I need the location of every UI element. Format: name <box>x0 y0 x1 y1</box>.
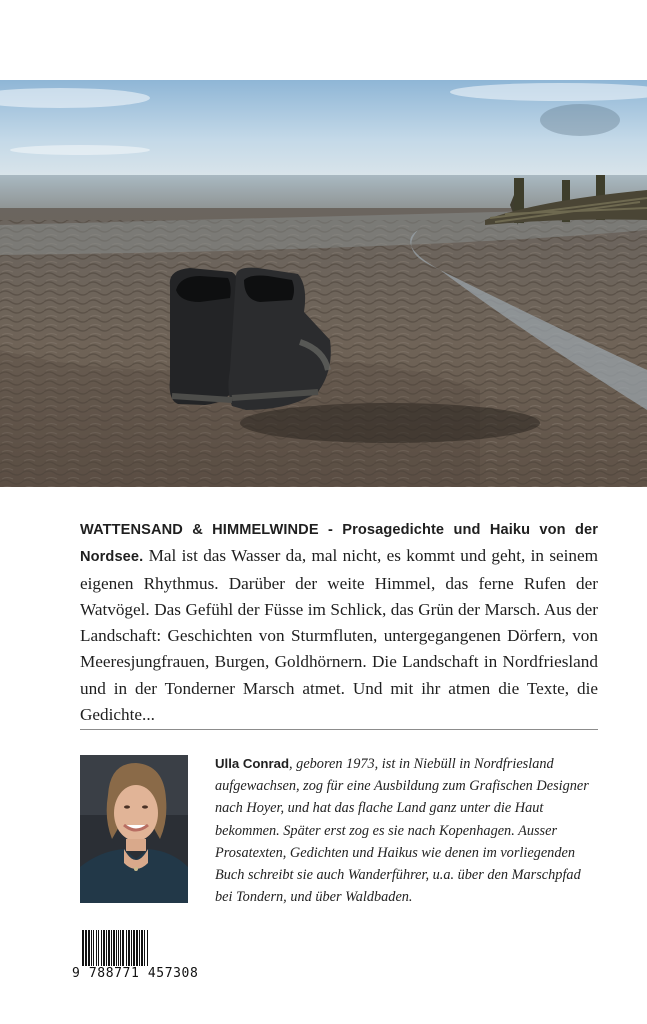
author-name: Ulla Conrad <box>215 756 290 771</box>
isbn-number: 9 788771 457308 <box>70 966 202 981</box>
author-bio-text: , geboren 1973, ist in Niebüll in Nordfriesland aufgewachsen, zog für eine Ausbildung zum Grafischen Designer nach Hoyer, und hat das flache Land ganz unter die Haut bekommen. Später erst zog es sie nach Kopenhagen. Ausser Prosatexten, Gedichten und Haikus wie denen im vorliegenden Buch schreibt sie auch Wanderführer, u.a. über den Marschpfad bei Tondern, und über Waldbaden. <box>215 756 589 906</box>
barcode-bars <box>78 930 194 970</box>
blurb-text: Mal ist das Wasser da, mal nicht, es kommt und geht, in seinem eigenen Rhythmus. Darüber der weite Himmel, das ferne Rufen der Watvögel. Das Gefühl der Füsse im Schlick, das Grün der Marsch. Aus der Landschaft: Geschichten von Sturmfluten, untergegangenen Dörfern, von Meeresjungfrauen, Burgen, Goldhörnern. Die Landschaft in Nordfriesland und in der Tonderner Marsch atmet. Und mit ihr atmen die Texte, die Gedichte... <box>80 546 599 725</box>
blurb-lead: WATTENSAND & HIMMELWINDE - Prosagedichte und Haiku von der Nordsee. <box>80 522 598 566</box>
back-cover-blurb <box>80 516 598 728</box>
divider <box>80 729 598 730</box>
author-bio <box>215 753 599 908</box>
author-portrait <box>80 755 188 903</box>
cover-photo-boots-on-mudflat <box>0 80 647 487</box>
